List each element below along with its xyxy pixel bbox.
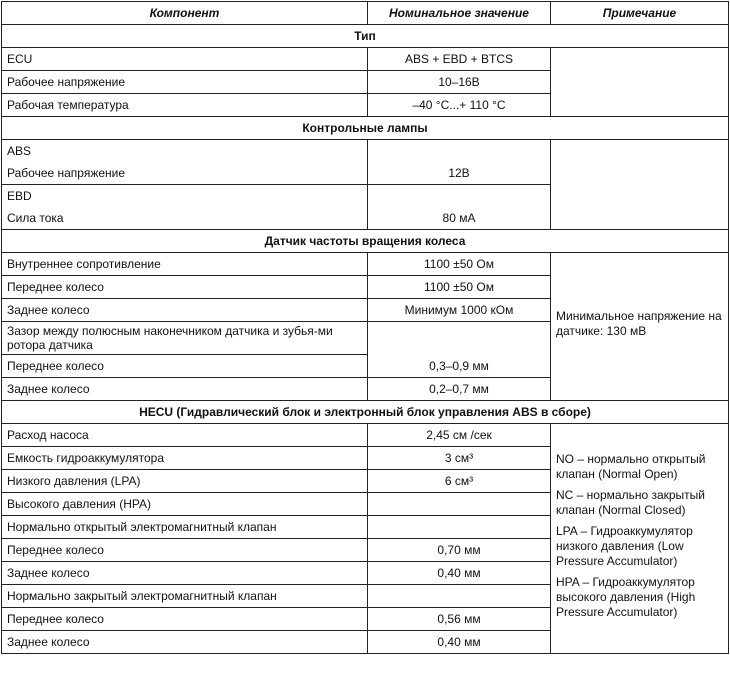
row-value: 1100 ±50 Ом	[368, 253, 551, 276]
row-value: Минимум 1000 кОм	[368, 299, 551, 322]
row-label: Зазор между полюсным наконечником датчика и зубья-ми ротора датчика	[2, 322, 368, 355]
row-value: 3 см³	[368, 447, 551, 470]
row-label: ECU	[2, 48, 368, 71]
row-value-empty	[368, 185, 551, 208]
note-cell-empty	[551, 48, 729, 117]
row-label: Внутреннее сопротивление	[2, 253, 368, 276]
note-hpa: HPA – Гидроаккумулятор высокого давления (High Pressure Accumulator)	[556, 574, 696, 619]
row-label: Низкого давления (LPA)	[2, 470, 368, 493]
row-value: 0,40 мм	[368, 562, 551, 585]
row-value-empty	[368, 493, 551, 516]
row-value: 12В	[368, 162, 551, 185]
table-row	[2, 424, 729, 447]
header-nominal: Номинальное значение	[368, 2, 551, 25]
row-value: 0,56 мм	[368, 608, 551, 631]
row-value-empty	[368, 516, 551, 539]
row-label: Заднее колесо	[2, 562, 368, 585]
row-label: Переднее колесо	[2, 355, 368, 378]
row-label: Рабочее напряжение	[2, 162, 368, 185]
table-row	[2, 253, 729, 276]
row-value: 0,40 мм	[368, 631, 551, 654]
row-value-empty	[368, 322, 551, 355]
row-value: –40 °C...+ 110 °C	[368, 94, 551, 117]
note-lpa: LPA – Гидроаккумулятор низкого давления (Low Pressure Accumulator)	[556, 523, 693, 568]
row-value-empty	[368, 585, 551, 608]
row-label: Переднее колесо	[2, 608, 368, 631]
row-label: Расход насоса	[2, 424, 368, 447]
row-label: Емкость гидроаккумулятора	[2, 447, 368, 470]
row-label: Нормально открытый электромагнитный клапан	[2, 516, 368, 539]
row-label: Высокого давления (HPA)	[2, 493, 368, 516]
row-label: Нормально закрытый электромагнитный клапан	[2, 585, 368, 608]
row-label: Сила тока	[2, 207, 368, 230]
row-value: 80 мА	[368, 207, 551, 230]
header-component: Компонент	[2, 2, 368, 25]
header-note: Примечание	[551, 2, 729, 25]
row-label: Рабочее напряжение	[2, 71, 368, 94]
spec-table	[1, 1, 729, 654]
note-cell-empty	[551, 140, 729, 230]
row-label: Заднее колесо	[2, 631, 368, 654]
row-value: 0,2–0,7 мм	[368, 378, 551, 401]
row-value-empty	[368, 140, 551, 163]
row-value: 2,45 см /сек	[368, 424, 551, 447]
row-value: 10–16В	[368, 71, 551, 94]
row-label: Рабочая температура	[2, 94, 368, 117]
note-no: NO – нормально открытый клапан (Normal Open)	[556, 451, 706, 481]
row-value: 6 см³	[368, 470, 551, 493]
section-hecu: HECU (Гидравлический блок и электронный блок управления ABS в сборе)	[2, 401, 729, 424]
note-nc: NC – нормально закрытый клапан (Normal Closed)	[556, 487, 706, 517]
row-label: ABS	[2, 140, 368, 163]
row-label: Переднее колесо	[2, 276, 368, 299]
row-label: Заднее колесо	[2, 299, 368, 322]
table-row	[2, 140, 729, 163]
row-label: Переднее колесо	[2, 539, 368, 562]
note-text: Минимальное напряжение на датчике: 130 мВ	[556, 308, 722, 338]
row-value: ABS + EBD + BTCS	[368, 48, 551, 71]
note-hecu	[551, 424, 729, 654]
row-label: Заднее колесо	[2, 378, 368, 401]
section-sensor: Датчик частоты вращения колеса	[2, 230, 729, 253]
section-lamps: Контрольные лампы	[2, 117, 729, 140]
row-value: 0,70 мм	[368, 539, 551, 562]
row-value: 1100 ±50 Ом	[368, 276, 551, 299]
section-type: Тип	[2, 25, 729, 48]
row-value: 0,3–0,9 мм	[368, 355, 551, 378]
row-label: EBD	[2, 185, 368, 208]
note-sensor	[551, 253, 729, 401]
table-row	[2, 48, 729, 71]
